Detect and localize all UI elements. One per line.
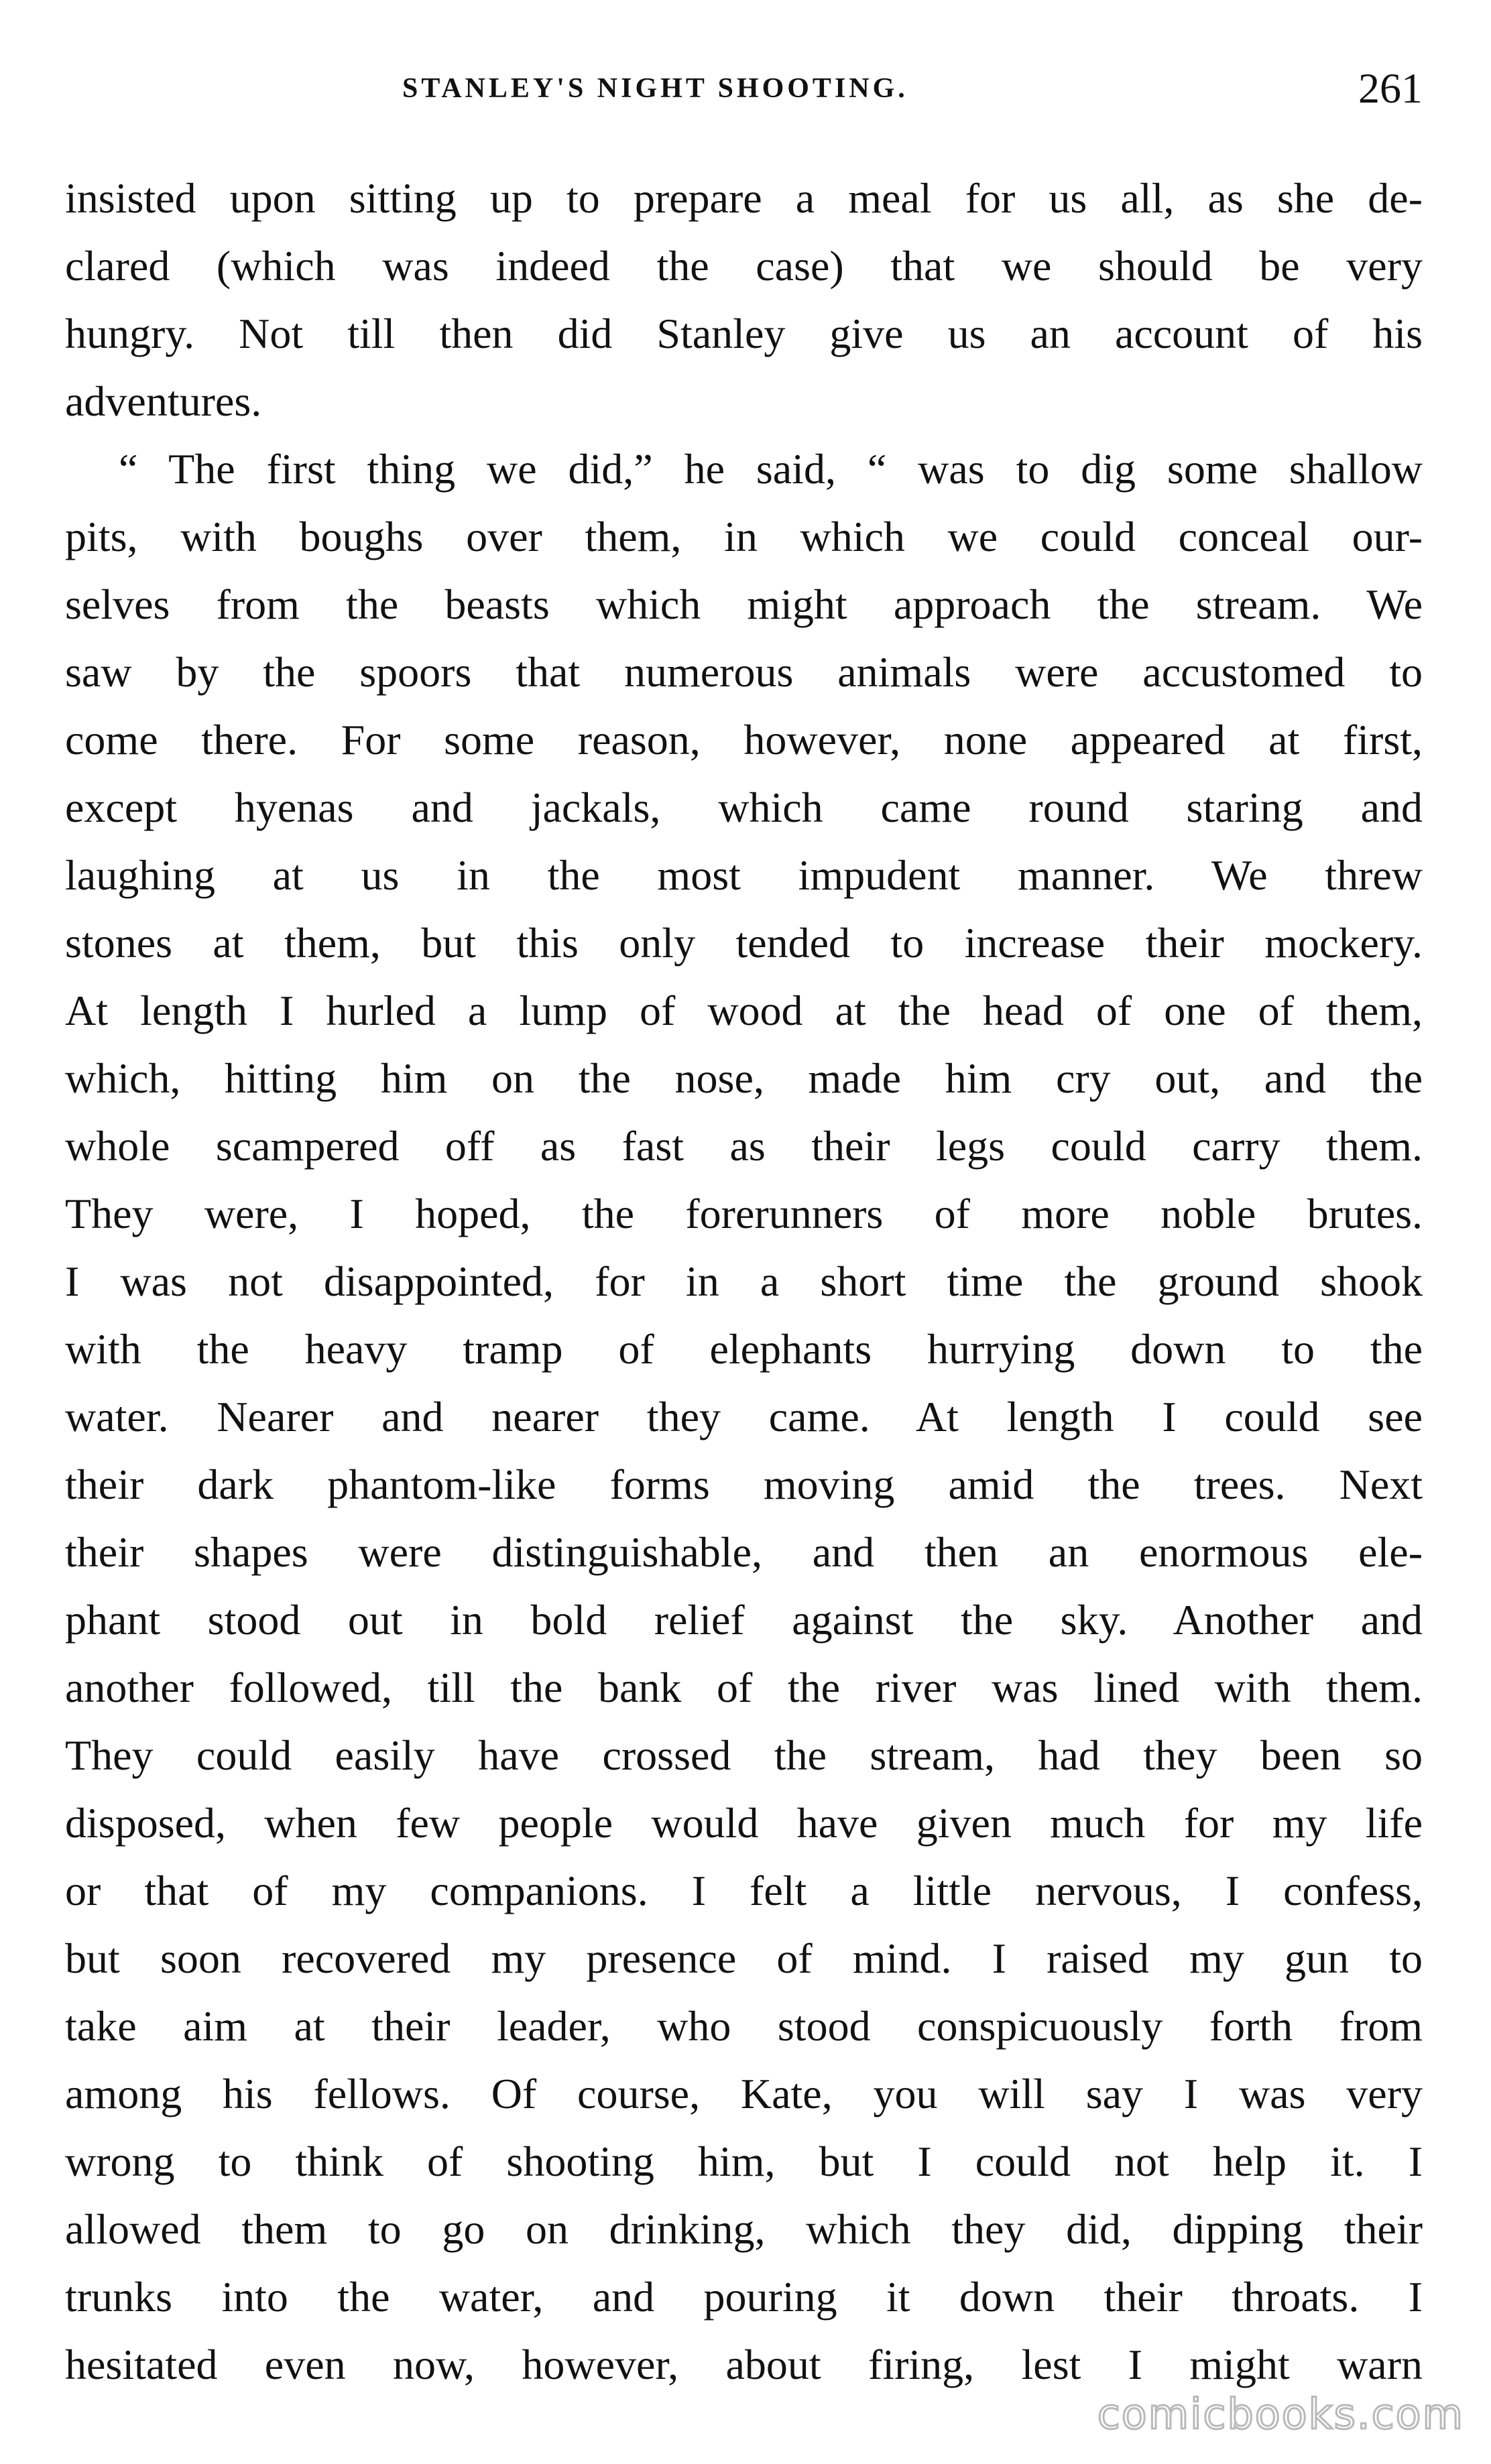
text-line: take aim at their leader, who stood conspicuously forth from (65, 2002, 1423, 2050)
text-line: water. Nearer and nearer they came. At length I could see (65, 1393, 1423, 1440)
text-line: their dark phantom-like forms moving amid the trees. Next (65, 1461, 1423, 1508)
text-line: their shapes were distinguishable, and then an enormous ele- (65, 1528, 1423, 1576)
body-text (65, 164, 1423, 2398)
text-line: They could easily have crossed the stream, had they been so (65, 1731, 1423, 1779)
text-line: hungry. Not till then did Stanley give us an account of his (65, 310, 1423, 357)
text-line: whole scampered off as fast as their legs could carry them. (65, 1122, 1423, 1170)
text-line: wrong to think of shooting him, but I could not help it. I (65, 2138, 1423, 2185)
page-number: 261 (1358, 64, 1423, 112)
text-line: At length I hurled a lump of wood at the head of one of them, (65, 987, 1423, 1034)
text-line: or that of my companions. I felt a little nervous, I confess, (65, 1867, 1423, 1914)
text-line: disposed, when few people would have given much for my life (65, 1799, 1423, 1847)
text-line: which, hitting him on the nose, made him cry out, and the (65, 1054, 1423, 1102)
text-line: stones at them, but this only tended to increase their mockery. (65, 919, 1423, 967)
watermark: comicbooks.com (1097, 2390, 1464, 2439)
text-line: come there. For some reason, however, none appeared at first, (65, 716, 1423, 763)
text-line: insisted upon sitting up to prepare a meal for us all, as she de- (65, 174, 1423, 222)
running-header (0, 62, 1491, 115)
text-line: phant stood out in bold relief against the sky. Another and (65, 1596, 1423, 1644)
text-line: “ The first thing we did,” he said, “ was to dig some shallow (119, 445, 1423, 493)
text-line: They were, I hoped, the forerunners of more noble brutes. (65, 1190, 1423, 1237)
text-line: another followed, till the bank of the river was lined with them. (65, 1664, 1423, 1711)
text-line: clared (which was indeed the case) that we should be very (65, 242, 1423, 290)
text-line: laughing at us in the most impudent manner. We threw (65, 851, 1423, 899)
text-line: with the heavy tramp of elephants hurrying down to the (65, 1325, 1423, 1373)
text-line: pits, with boughs over them, in which we could conceal our- (65, 513, 1423, 560)
text-line: I was not disappointed, for in a short time the ground shook (65, 1257, 1423, 1305)
text-line: adventures. (65, 377, 262, 425)
text-line: allowed them to go on drinking, which they did, dipping their (65, 2205, 1423, 2253)
text-line: hesitated even now, however, about firing, lest I might warn (65, 2341, 1423, 2388)
text-line: but soon recovered my presence of mind. I raised my gun to (65, 1934, 1423, 1982)
running-title: STANLEY'S NIGHT SHOOTING. (402, 73, 908, 104)
text-line: trunks into the water, and pouring it down their throats. I (65, 2273, 1423, 2321)
text-line: selves from the beasts which might approach the stream. We (65, 580, 1423, 628)
text-line: except hyenas and jackals, which came round staring and (65, 784, 1423, 831)
text-line: saw by the spoors that numerous animals were accustomed to (65, 648, 1423, 696)
text-line: among his fellows. Of course, Kate, you will say I was very (65, 2070, 1423, 2117)
